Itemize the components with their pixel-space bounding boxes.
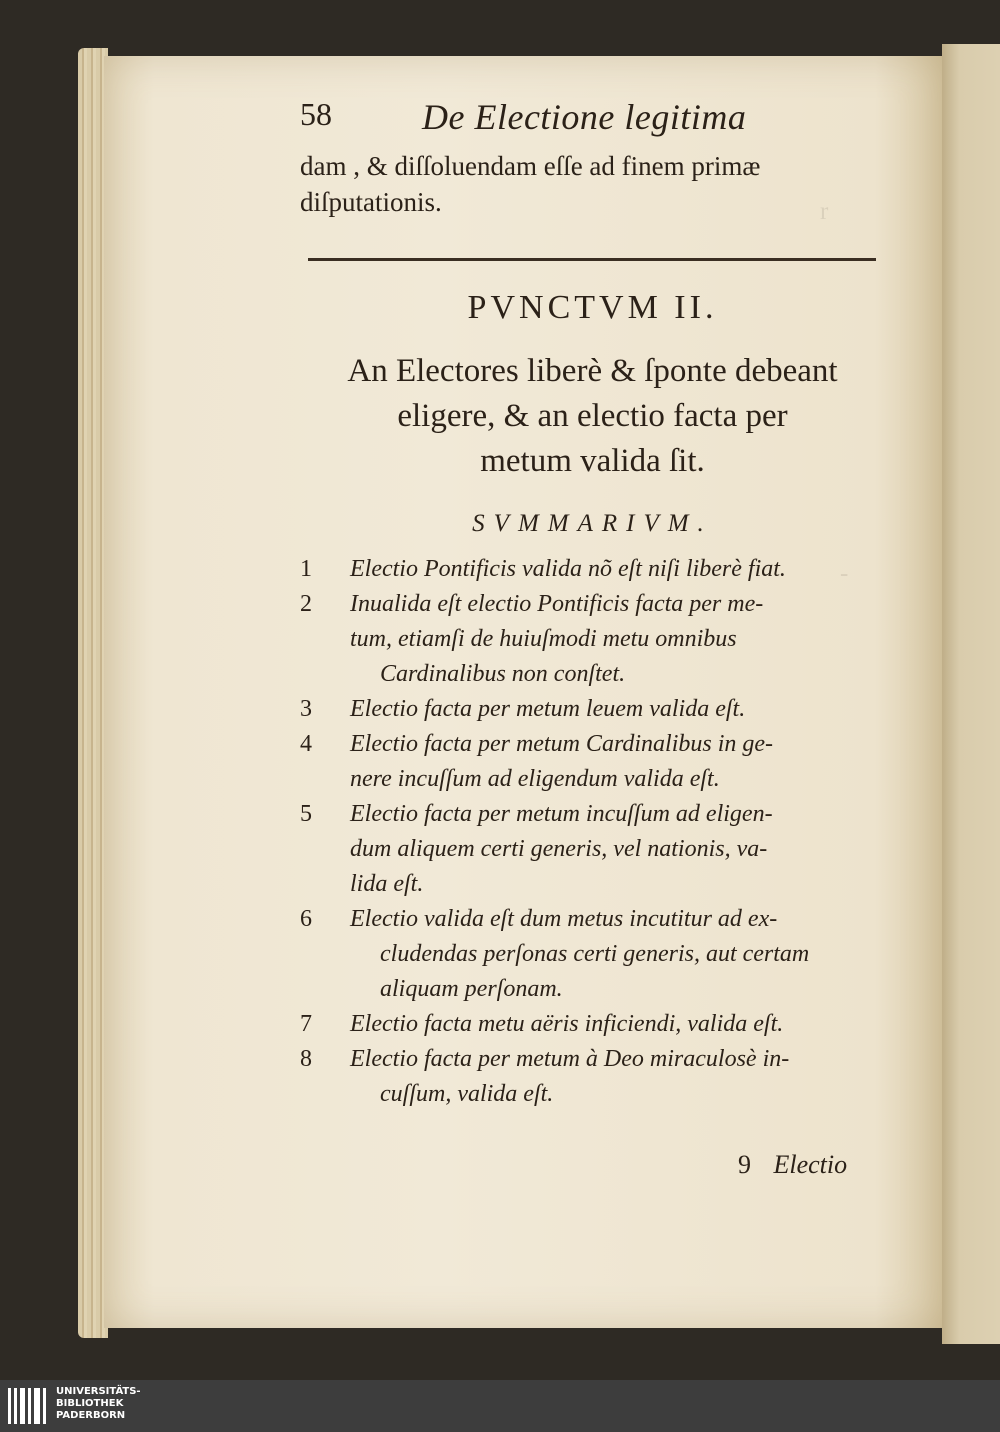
item-line: lida eſt. [350,871,424,897]
item-line: Inualida eſt electio Pontificis facta per me- [350,591,764,617]
running-head: De Electione legitima [422,97,747,137]
item-number: 8 [300,1046,312,1072]
catchword-text: Electio [773,1150,848,1179]
item-line: cludendas perſonas certi generis, aut certam [380,941,810,967]
item-number: 4 [300,731,312,757]
summary-item [300,902,885,1007]
facing-page-edge [942,44,1000,1344]
summary-list [300,552,885,1112]
item-line: Electio Pontificis valida nõ eſt niſi liberè fiat. [350,556,786,582]
item-line: Electio facta per metum incuſſum ad eligen- [350,801,773,827]
section-question [300,349,885,484]
item-number: 3 [300,696,312,722]
item-line: Electio facta per metum leuem valida eſt. [350,696,746,722]
page-header [300,96,885,148]
section-rule [308,258,876,261]
summarium-heading: SVMMARIVM. [472,510,713,537]
summary-item [300,587,885,692]
summary-item [300,552,885,587]
library-logo-icon [8,1388,48,1424]
section-title: PVNCTVM II. [467,289,718,326]
item-line: Cardinalibus non conſtet. [380,661,626,687]
item-line: tum, etiamſi de huiuſmodi metu omnibus [350,626,737,652]
question-line: eligere, & an electio facta per [397,398,788,434]
item-line: aliquam perſonam. [380,976,563,1002]
question-line: An Electores liberè & ſponte debeant [347,353,838,389]
page-number: 58 [300,96,332,132]
catchword [738,1150,847,1180]
catchword-number: 9 [738,1150,751,1179]
logo-line: BIBLIOTHEK [56,1398,124,1409]
item-line: Electio valida eſt dum metus incutitur ad ex- [350,906,778,932]
logo-line: UNIVERSITÄTS- [56,1386,141,1397]
summary-item [300,1007,885,1042]
item-number: 6 [300,906,312,932]
item-line: dum aliquem certi generis, vel nationis, va- [350,836,768,862]
summary-item [300,692,885,727]
item-number: 2 [300,591,312,617]
item-line: Electio facta per metum Cardinalibus in ge- [350,731,774,757]
item-line: cuſſum, valida eſt. [380,1081,554,1107]
body-line: diſputationis. [300,187,442,217]
item-line: nere incuſſum ad eligendum valida eſt. [350,766,720,792]
library-logo-text [56,1386,141,1422]
item-line: Electio facta metu aëris inficiendi, valida eſt. [350,1011,784,1037]
item-number: 5 [300,801,312,827]
summary-item [300,727,885,797]
item-number: 7 [300,1011,312,1037]
question-line: metum valida ſit. [480,443,705,479]
logo-line: PADERBORN [56,1410,126,1421]
item-line: Electio facta per metum à Deo miraculosè in- [350,1046,790,1072]
library-footer [0,1380,1000,1432]
page-text [300,96,885,1112]
summary-item [300,797,885,902]
body-line: dam , & diſſoluendam eſſe ad finem primæ [300,151,761,181]
summary-item [300,1042,885,1112]
item-number: 1 [300,556,312,582]
